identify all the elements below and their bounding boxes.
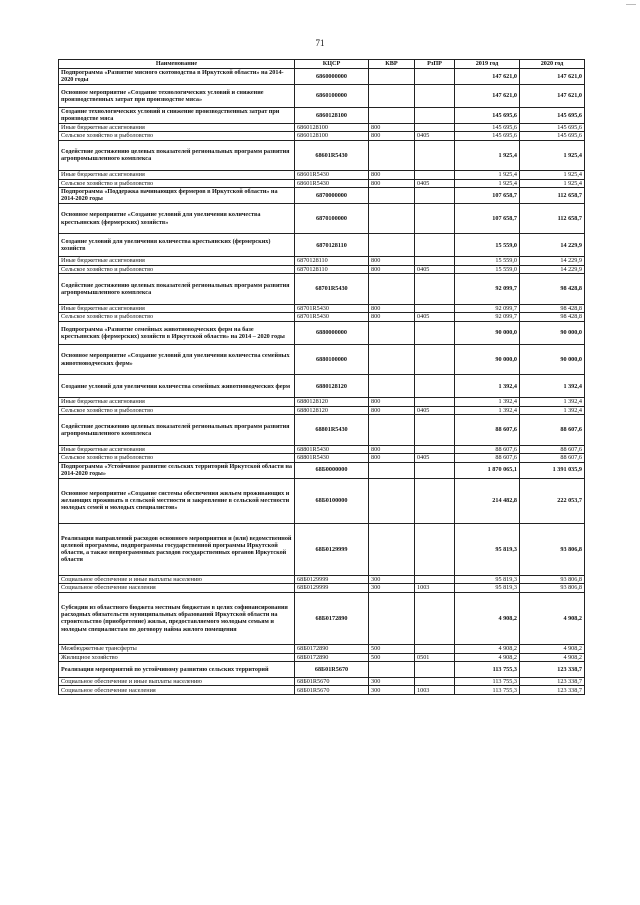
table-row [59,171,585,180]
table-row [59,234,585,257]
cell-rzpr [415,304,455,313]
cell-rzpr [415,188,455,204]
cell-2019: 1 392,4 [455,398,520,407]
cell-kvr [369,321,415,344]
cell-name: Сельское хозяйство и рыболовство [59,179,295,188]
cell-rzpr [415,344,455,374]
cell-kvr [369,592,415,644]
cell-kcsr: 6870100000 [295,203,369,233]
table-header-row [59,60,585,69]
cell-2019: 88 607,6 [455,454,520,463]
cell-name: Сельское хозяйство и рыболовство [59,132,295,141]
cell-name: Социальное обеспечение населения [59,584,295,593]
cell-2020: 90 000,0 [520,321,585,344]
cell-2019: 1 392,4 [455,406,520,415]
cell-name: Основное мероприятие «Создание технологических условий и снижение производственных затрат при производстве мяса» [59,84,295,107]
cell-name: Жилищное хозяйство [59,653,295,662]
header-2020: 2020 год [520,60,585,69]
cell-kvr: 500 [369,645,415,654]
cell-2019: 90 000,0 [455,321,520,344]
cell-rzpr: 0405 [415,406,455,415]
table-row [59,188,585,204]
cell-2020: 88 607,6 [520,445,585,454]
cell-kcsr: 68701R5430 [295,304,369,313]
cell-kcsr: 6880000000 [295,321,369,344]
cell-rzpr [415,677,455,686]
cell-kvr [369,478,415,523]
table-body [59,69,585,695]
cell-2019: 1 925,4 [455,179,520,188]
cell-name: Иные бюджетные ассигнования [59,445,295,454]
cell-2019: 95 819,3 [455,575,520,584]
table-row [59,415,585,445]
table-row [59,454,585,463]
cell-rzpr [415,592,455,644]
cell-name: Создание условий для увеличения количества крестьянских (фермерских) хозяйств [59,234,295,257]
cell-kcsr: 68Б0129999 [295,523,369,575]
cell-kcsr: 68Б01R5670 [295,662,369,678]
cell-rzpr [415,140,455,170]
cell-2020: 93 806,8 [520,523,585,575]
cell-rzpr: 0405 [415,313,455,322]
cell-2019: 4 908,2 [455,592,520,644]
cell-kvr [369,140,415,170]
cell-kcsr: 6860128100 [295,123,369,132]
cell-kcsr: 68601R5430 [295,171,369,180]
cell-2019: 95 819,3 [455,523,520,575]
cell-rzpr [415,398,455,407]
cell-name: Иные бюджетные ассигнования [59,123,295,132]
table-row [59,445,585,454]
table-row [59,313,585,322]
cell-name: Социальное обеспечение и иные выплаты населению [59,677,295,686]
cell-2020: 98 428,8 [520,274,585,304]
cell-kvr [369,203,415,233]
cell-kcsr: 6860100000 [295,84,369,107]
cell-kcsr: 68Б0172890 [295,653,369,662]
cell-kvr: 800 [369,398,415,407]
cell-2020: 1 925,4 [520,140,585,170]
cell-name: Содействие достижению целевых показателей региональных программ развития агропромышленного комплекса [59,274,295,304]
table-row [59,123,585,132]
page-number: 71 [315,38,325,48]
cell-2020: 98 428,8 [520,304,585,313]
cell-name: Социальное обеспечение населения [59,686,295,695]
cell-name: Подпрограмма «Развитие мясного скотоводства в Иркутской области» на 2014-2020 годы [59,69,295,85]
cell-kcsr: 68601R5430 [295,140,369,170]
cell-rzpr [415,575,455,584]
cell-2019: 92 099,7 [455,313,520,322]
cell-2019: 15 559,0 [455,234,520,257]
header-kvr: КВР [369,60,415,69]
cell-2020: 147 621,0 [520,69,585,85]
cell-kcsr: 68Б01R5670 [295,686,369,695]
table-row [59,406,585,415]
cell-kvr: 800 [369,454,415,463]
cell-name: Социальное обеспечение и иные выплаты населению [59,575,295,584]
table-row [59,375,585,398]
cell-2020: 14 229,9 [520,265,585,274]
cell-2020: 93 806,8 [520,584,585,593]
cell-kvr: 800 [369,257,415,266]
cell-name: Создание технологических условий и снижение производственных затрат при производстве мяса [59,107,295,123]
cell-name: Иные бюджетные ассигнования [59,257,295,266]
cell-2020: 145 695,6 [520,123,585,132]
cell-kvr [369,234,415,257]
cell-rzpr: 0405 [415,132,455,141]
cell-2020: 145 695,6 [520,107,585,123]
cell-name: Иные бюджетные ассигнования [59,171,295,180]
cell-rzpr [415,234,455,257]
cell-rzpr [415,662,455,678]
cell-name: Сельское хозяйство и рыболовство [59,313,295,322]
cell-2020: 123 338,7 [520,686,585,695]
header-kcsr: КЦСР [295,60,369,69]
cell-kvr: 800 [369,123,415,132]
cell-kcsr: 68601R5430 [295,179,369,188]
cell-2019: 107 658,7 [455,203,520,233]
cell-rzpr: 0405 [415,454,455,463]
cell-kvr: 500 [369,653,415,662]
cell-2019: 15 559,0 [455,265,520,274]
cell-kvr: 800 [369,313,415,322]
cell-rzpr [415,445,455,454]
cell-2019: 113 755,3 [455,677,520,686]
cell-rzpr [415,203,455,233]
cell-2020: 14 229,9 [520,234,585,257]
cell-kvr: 300 [369,677,415,686]
cell-kvr: 800 [369,445,415,454]
table-row [59,274,585,304]
cell-rzpr [415,257,455,266]
cell-2020: 90 000,0 [520,344,585,374]
cell-2020: 4 908,2 [520,645,585,654]
cell-2020: 4 908,2 [520,653,585,662]
cell-2020: 1 392,4 [520,398,585,407]
scan-corner-mark [626,4,636,5]
cell-2020: 88 607,6 [520,415,585,445]
table-row [59,179,585,188]
cell-2020: 1 391 035,9 [520,462,585,478]
header-2019: 2019 год [455,60,520,69]
table-row [59,677,585,686]
cell-name: Подпрограмма «Развитие семейных животноводческих ферм на базе крестьянских (фермерских) хозяйств в Иркутской области» на 2014 – 2020 годы [59,321,295,344]
cell-kcsr: 68Б0100000 [295,478,369,523]
table-row [59,462,585,478]
cell-rzpr [415,462,455,478]
cell-kcsr: 6870128110 [295,234,369,257]
cell-kvr [369,69,415,85]
cell-2019: 92 099,7 [455,274,520,304]
cell-kcsr: 6880128120 [295,406,369,415]
cell-2019: 90 000,0 [455,344,520,374]
cell-kvr: 800 [369,132,415,141]
cell-rzpr [415,171,455,180]
table-row [59,645,585,654]
cell-2019: 1 925,4 [455,171,520,180]
cell-kcsr: 6870128110 [295,265,369,274]
cell-2019: 147 621,0 [455,84,520,107]
cell-2019: 1 870 065,1 [455,462,520,478]
cell-2019: 88 607,6 [455,445,520,454]
cell-2019: 147 621,0 [455,69,520,85]
cell-kvr [369,84,415,107]
cell-rzpr: 0501 [415,653,455,662]
cell-kcsr: 6880100000 [295,344,369,374]
cell-2020: 112 658,7 [520,203,585,233]
cell-2020: 145 695,6 [520,132,585,141]
cell-name: Основное мероприятие «Создание условий для увеличения количества крестьянских (фермерских) хозяйств» [59,203,295,233]
table-row [59,653,585,662]
table-row [59,584,585,593]
cell-kvr: 300 [369,584,415,593]
cell-2019: 107 658,7 [455,188,520,204]
cell-kvr: 800 [369,265,415,274]
cell-2019: 1 392,4 [455,375,520,398]
cell-kcsr: 68Б0129999 [295,575,369,584]
cell-name: Субсидии из областного бюджета местным бюджетам в целях софинансирования расходных обязательств муниципальных образований Иркутской области на строительство (приобретение) жилья, предоставляемого молодым семьям и молодым специалистам по договору найма жилого помещения [59,592,295,644]
cell-rzpr [415,321,455,344]
table-row [59,140,585,170]
cell-name: Основное мероприятие «Создание условий для увеличения количества семейных животноводческих ферм» [59,344,295,374]
cell-kvr: 300 [369,686,415,695]
cell-name: Создание условий для увеличения количества семейных животноводческих ферм [59,375,295,398]
cell-2019: 145 695,6 [455,123,520,132]
cell-2019: 113 755,3 [455,662,520,678]
cell-rzpr [415,523,455,575]
cell-name: Содействие достижению целевых показателей региональных программ развития агропромышленного комплекса [59,140,295,170]
cell-2019: 214 482,8 [455,478,520,523]
cell-2020: 1 925,4 [520,179,585,188]
cell-rzpr: 0405 [415,179,455,188]
table-row [59,257,585,266]
cell-rzpr [415,84,455,107]
cell-2020: 112 658,7 [520,188,585,204]
cell-kcsr: 68701R5430 [295,274,369,304]
cell-kvr: 800 [369,304,415,313]
cell-name: Основное мероприятие «Создание системы обеспечения жильем проживающих и желающих проживать в сельской местности и закрепление в сельской местности молодых семей и молодых специалистов» [59,478,295,523]
budget-table [58,59,585,695]
cell-kvr [369,662,415,678]
cell-kcsr: 6870000000 [295,188,369,204]
cell-2019: 15 559,0 [455,257,520,266]
cell-2020: 98 428,8 [520,313,585,322]
cell-2020: 1 392,4 [520,375,585,398]
table-row [59,398,585,407]
table-row [59,686,585,695]
cell-kvr: 800 [369,179,415,188]
cell-2020: 14 229,9 [520,257,585,266]
cell-kvr [369,415,415,445]
cell-name: Сельское хозяйство и рыболовство [59,265,295,274]
cell-rzpr [415,645,455,654]
cell-rzpr: 1003 [415,584,455,593]
cell-kvr: 300 [369,575,415,584]
cell-2020: 123 338,7 [520,662,585,678]
cell-2019: 92 099,7 [455,304,520,313]
cell-name: Подпрограмма «Поддержка начинающих фермеров в Иркутской области» на 2014-2020 годы [59,188,295,204]
header-rzpr: РзПР [415,60,455,69]
cell-2019: 4 908,2 [455,653,520,662]
cell-rzpr [415,478,455,523]
cell-rzpr [415,107,455,123]
cell-kcsr: 6880128120 [295,375,369,398]
cell-2019: 4 908,2 [455,645,520,654]
cell-name: Подпрограмма «Устойчивое развитие сельских территорий Иркутской области на 2014-2020 годы» [59,462,295,478]
cell-2019: 113 755,3 [455,686,520,695]
table-row [59,132,585,141]
cell-rzpr [415,375,455,398]
cell-name: Реализация мероприятий по устойчивому развитию сельских территорий [59,662,295,678]
cell-rzpr [415,274,455,304]
cell-rzpr: 0405 [415,265,455,274]
cell-name: Иные бюджетные ассигнования [59,304,295,313]
cell-kcsr: 68Б0172890 [295,645,369,654]
cell-kcsr: 68801R5430 [295,454,369,463]
cell-2020: 4 908,2 [520,592,585,644]
cell-2019: 1 925,4 [455,140,520,170]
cell-kvr [369,188,415,204]
cell-kcsr: 68801R5430 [295,445,369,454]
cell-kcsr: 68Б0129999 [295,584,369,593]
cell-kcsr: 68701R5430 [295,313,369,322]
cell-kcsr: 68Б01R5670 [295,677,369,686]
cell-kcsr: 6870128110 [295,257,369,266]
cell-kcsr: 6880128120 [295,398,369,407]
cell-2020: 1 392,4 [520,406,585,415]
cell-name: Реализация направлений расходов основного мероприятия и (или) ведомственной целевой программы, подпрограммы государственной программы Иркутской области, а также непрограммных расходов государственных органов Иркутской области [59,523,295,575]
table-row [59,321,585,344]
cell-kvr [369,462,415,478]
cell-2020: 88 607,6 [520,454,585,463]
cell-kcsr: 6860128100 [295,132,369,141]
cell-rzpr [415,415,455,445]
table-row [59,107,585,123]
cell-rzpr: 1003 [415,686,455,695]
cell-kvr [369,274,415,304]
cell-name: Содействие достижению целевых показателей региональных программ развития агропромышленного комплекса [59,415,295,445]
table-row [59,592,585,644]
table-row [59,344,585,374]
header-name: Наименование [59,60,295,69]
table-row [59,69,585,85]
cell-2019: 145 695,6 [455,107,520,123]
table-row [59,203,585,233]
table-row [59,575,585,584]
cell-kcsr: 68801R5430 [295,415,369,445]
cell-kvr: 800 [369,171,415,180]
cell-kcsr: 68Б0000000 [295,462,369,478]
cell-kcsr: 6860128100 [295,107,369,123]
table-row [59,478,585,523]
cell-name: Иные бюджетные ассигнования [59,398,295,407]
table-row [59,662,585,678]
cell-2019: 145 695,6 [455,132,520,141]
cell-kvr [369,107,415,123]
table-row [59,523,585,575]
cell-kvr [369,344,415,374]
table-row [59,84,585,107]
cell-2019: 88 607,6 [455,415,520,445]
cell-2019: 95 819,3 [455,584,520,593]
cell-2020: 147 621,0 [520,84,585,107]
cell-kvr [369,375,415,398]
cell-2020: 1 925,4 [520,171,585,180]
cell-2020: 93 806,8 [520,575,585,584]
cell-kcsr: 68Б0172890 [295,592,369,644]
cell-2020: 123 338,7 [520,677,585,686]
cell-name: Межбюджетные трансферты [59,645,295,654]
cell-kvr [369,523,415,575]
cell-name: Сельское хозяйство и рыболовство [59,406,295,415]
cell-rzpr [415,123,455,132]
cell-kcsr: 6860000000 [295,69,369,85]
cell-2020: 222 053,7 [520,478,585,523]
cell-name: Сельское хозяйство и рыболовство [59,454,295,463]
cell-kvr: 800 [369,406,415,415]
cell-rzpr [415,69,455,85]
table-row [59,304,585,313]
table-row [59,265,585,274]
